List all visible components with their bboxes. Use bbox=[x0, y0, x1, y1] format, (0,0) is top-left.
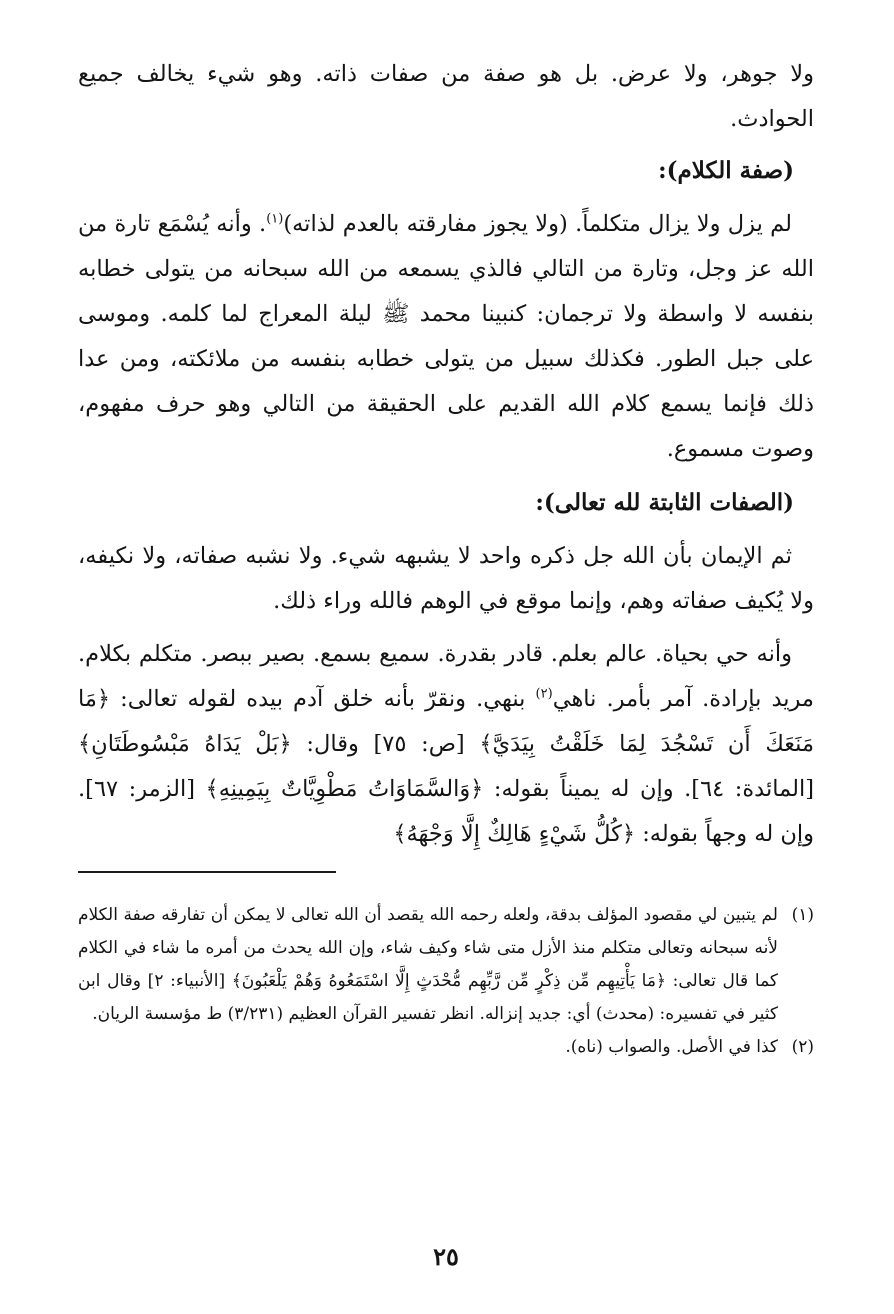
paragraph-attributes-rest: بنهي. ونقرّ بأنه خلق آدم بيده لقوله تعالى: ﴿مَا مَنَعَكَ أَن تَسْجُدَ لِمَا خَلَقْتُ بِيَدَيَّ﴾ [ص: ٧٥] وقال: ﴿بَلْ يَدَاهُ مَبْسُوطَتَانِ﴾ [المائدة: ٦٤]. وإن له يميناً بقوله: ﴿وَالسَّمَاوَاتُ مَطْوِيَّاتٌ بِيَمِينِهِ﴾ [الزمر: ٦٧]. وإن له وجهاً بقوله: ﴿كُلُّ شَيْءٍ هَالِكٌ إِلَّا وَجْهَهُ﴾ bbox=[78, 686, 815, 847]
footnote-2 bbox=[78, 1031, 814, 1064]
footnote-1 bbox=[78, 899, 814, 1031]
section-heading-speech: (صفة الكلام): bbox=[658, 157, 794, 184]
footnote-text: لم يتبين لي مقصود المؤلف بدقة، ولعله رحمه الله يقصد أن الله تعالى لا يمكن أن تفارقه صفة الكلام لأنه سبحانه وتعالى متكلم منذ الأزل متى شاء وكيف شاء، وإن الله يحدث من أمره ما شاء في الكلام كما قال تعالى: ﴿مَا يَأْتِيهِم مِّن ذِكْرٍ مِّن رَّبِّهِم مُّحْدَثٍ إِلَّا اسْتَمَعُوهُ وَهُمْ يَلْعَبُونَ﴾ [الأنبياء: ٢] وقال ابن كثير في تفسيره: (محدث) أي: جديد إنزاله. انظر تفسير القرآن العظيم (٣/٢٣١) ط مؤسسة الريان. bbox=[78, 905, 778, 1024]
footnote-divider bbox=[78, 871, 336, 873]
footnote-ref-2: (٢) bbox=[535, 686, 553, 702]
footnote-ref-1: (١) bbox=[266, 211, 284, 227]
section-heading-attributes: (الصفات الثابتة لله تعالى): bbox=[535, 489, 794, 516]
paragraph-oneness: ثم الإيمان بأن الله جل ذكره واحد لا يشبهه شيء. ولا نشبه صفاته، ولا نكيفه، ولا يُكيف صفاته وهم، وإنما موقع في الوهم فالله وراء ذلك. bbox=[78, 543, 814, 614]
paragraph-attributes-start: وأنه حي بحياة. عالم بعلم. قادر بقدرة. سميع بسمع. بصير ببصر. متكلم بكلام. مريد بإرادة. آمر بأمر. ناهي bbox=[78, 641, 814, 712]
footnotes bbox=[78, 899, 814, 1064]
paragraph-speech bbox=[78, 202, 814, 472]
page-number: ٢٥ bbox=[433, 1242, 459, 1271]
paragraph-speech-start: لم يزل ولا يزال متكلماً. (ولا يجوز مفارقته بالعدم لذاته) bbox=[283, 211, 792, 237]
paragraph-attributes bbox=[78, 632, 814, 857]
paragraph-intro: ولا جوهر، ولا عرض. بل هو صفة من صفات ذاته. وهو شيء يخالف جميع الحوادث. bbox=[78, 61, 814, 132]
footnote-number: (٢) bbox=[791, 1037, 814, 1057]
footnote-text: كذا في الأصل. والصواب (ناه). bbox=[565, 1037, 778, 1057]
book-page bbox=[78, 52, 814, 1292]
footnote-number: (١) bbox=[791, 905, 814, 925]
paragraph-speech-rest: . وأنه يُسْمَع تارة من الله عز وجل، وتارة من التالي فالذي يسمعه من الله سبحانه من يتولى خطابه بنفسه لا واسطة ولا ترجمان: كنبينا محمد ﷺ ليلة المعراج لما كلمه. وموسى على جبل الطور. فكذلك سبيل من يتولى خطابه بنفسه من ملائكته، ومن عدا ذلك فإنما يسمع كلام الله القديم على الحقيقة من التالي وهو حرف مفهوم، وصوت مسموع. bbox=[78, 211, 814, 462]
